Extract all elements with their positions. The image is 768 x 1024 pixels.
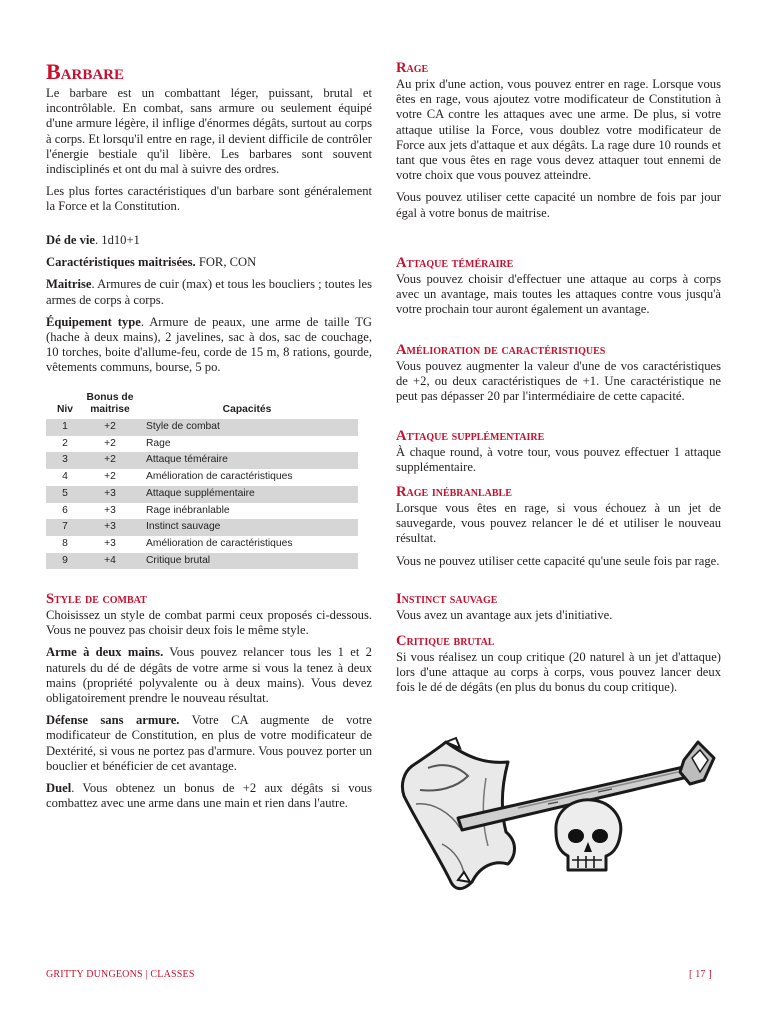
cell-bonus: +2 — [84, 419, 136, 436]
section-paragraph — [46, 713, 372, 774]
cell-ability: Rage inébranlable — [146, 504, 230, 516]
cell-bonus: +4 — [84, 553, 136, 570]
cell-ability: Amélioration de caractéristiques — [146, 537, 293, 549]
cell-level: 9 — [46, 553, 84, 570]
cell-ability: Attaque supplémentaire — [136, 486, 358, 503]
section-style-combat — [46, 591, 372, 811]
cell-bonus: +3 — [84, 486, 136, 503]
section-heading: Rage — [396, 60, 429, 76]
section-paragraph — [46, 781, 372, 811]
cell-ability: Style de combat — [136, 419, 358, 436]
saves-value: FOR, CON — [195, 255, 257, 270]
table-row — [46, 536, 358, 553]
equipment-value: . Armure de peaux, une arme de taille TG (hache à deux mains), 2 javelines, sac à dos, sac de couchage, 10 torches, boite d'allume-feu, corde de 15 m, 8 rations, gourde, vêtements communs, bourse, 5 po. — [46, 314, 373, 375]
section-paragraph: Si vous réalisez un coup critique (20 naturel à un jet d'attaque) lors d'une attaque au corps à corps, vous pouvez lancer deux fois le dé de dégâts (en plus du bonus du coup critique). — [396, 650, 721, 695]
hit-die-line — [46, 233, 372, 248]
table-row — [46, 419, 358, 436]
section-instinct — [396, 591, 721, 623]
section-paragraph: Vous pouvez augmenter la valeur d'une de vos caractéristiques de +2, ou deux caractéristiques de +1. Une caractéristique ne peut pas dépasser 20 par l'intermédiaire de cette capacité. — [396, 359, 721, 404]
section-attaque-temeraire — [396, 255, 721, 318]
saves-line — [46, 255, 372, 270]
cell-level: 7 — [46, 519, 84, 536]
cell-level: 5 — [46, 486, 84, 503]
col-header-level: Niv — [56, 404, 74, 415]
page-title: Barbare — [46, 59, 125, 84]
skull-icon — [556, 800, 621, 870]
term-label: Arme à deux mains. — [46, 645, 164, 660]
equipment-label: Équipement type — [46, 314, 141, 329]
section-amelioration — [396, 342, 721, 405]
table-row — [46, 452, 358, 469]
footer-left: GRITTY DUNGEONS | CLASSES — [46, 969, 195, 980]
section-heading: Attaque téméraire — [396, 255, 514, 271]
stats-section — [46, 233, 372, 376]
hit-die-label: Dé de vie — [46, 233, 95, 247]
axe-skull-illustration — [398, 732, 718, 900]
intro-paragraph: Les plus fortes caractéristiques d'un barbare sont généralement la Force et la Constitution. — [46, 184, 372, 214]
col-header-bonus: Bonus de maitrise — [86, 392, 134, 415]
cell-bonus: +3 — [104, 504, 116, 516]
cell-level: 4 — [62, 471, 68, 483]
section-heading: Rage inébranlable — [396, 484, 512, 500]
term-text: Vous pouvez relancer tous les 1 et 2 naturels du dé de dégâts de votre arme si vous la tenez à deux mains (propriété polyvalente ou à deux mains). Vous devez obligatoirement prendre le nouveau résultat. — [46, 645, 372, 706]
cell-level: 2 — [62, 437, 68, 449]
proficiency-value: . Armures de cuir (max) et tous les boucliers ; toutes les armes de corps à corps. — [46, 277, 372, 307]
saves-label: Caractéristiques maitrisées. — [46, 255, 196, 270]
cell-ability: Rage — [146, 437, 171, 449]
section-paragraph: Vous pouvez utiliser cette capacité un nombre de fois par jour égal à votre bonus de maitrise. — [396, 190, 721, 220]
section-heading: Attaque supplémentaire — [396, 428, 545, 444]
section-paragraph: Choisissez un style de combat parmi ceux proposés ci-dessous. Vous ne pouvez pas choisir deux fois le même style. — [46, 608, 372, 638]
cell-bonus: +2 — [104, 437, 116, 449]
term-text: Votre CA augmente de votre modificateur de Constitution, en plus de votre modificateur de Dextérité, si vous ne portez pas d'armure. Vous pouvez porter un bouclier et bénéficier de cet avantage. — [46, 713, 372, 773]
intro-section — [46, 86, 372, 215]
cell-level: 3 — [46, 452, 84, 469]
cell-level: 1 — [46, 419, 84, 436]
section-heading: Critique brutal — [396, 633, 495, 649]
section-rage — [396, 60, 721, 221]
axe-icon — [402, 738, 714, 889]
table-row — [46, 553, 358, 570]
section-heading: Amélioration de caractéristiques — [396, 342, 606, 358]
cell-bonus: +2 — [104, 471, 116, 483]
table-row — [46, 486, 358, 503]
section-paragraph: À chaque round, à votre tour, vous pouvez effectuer 1 attaque supplémentaire. — [396, 445, 721, 475]
col-header-abilities: Capacités — [222, 404, 272, 415]
cell-bonus: +3 — [84, 519, 136, 536]
section-paragraph: Lorsque vous êtes en rage, si vous échouez à un jet de sauvegarde, vous pouvez relancer le dé et utiliser le nouveau résultat. — [396, 501, 721, 546]
page-number: [ 17 ] — [689, 969, 712, 980]
cell-level: 8 — [62, 537, 68, 549]
level-table — [46, 392, 358, 569]
cell-bonus: +2 — [84, 452, 136, 469]
hit-die-value: . 1d10+1 — [94, 233, 140, 247]
proficiency-label: Maitrise — [46, 277, 92, 292]
table-row — [46, 436, 358, 453]
section-paragraph: Vous ne pouvez utiliser cette capacité qu'une seule fois par rage. — [396, 553, 720, 568]
table-header-row — [46, 392, 358, 419]
cell-level: 6 — [62, 504, 68, 516]
section-critique — [396, 633, 721, 696]
term-label: Duel — [46, 781, 72, 796]
section-attaque-supplementaire — [396, 428, 721, 475]
cell-ability: Instinct sauvage — [136, 519, 358, 536]
section-heading: Instinct sauvage — [396, 591, 498, 607]
section-paragraph: Vous avez un avantage aux jets d'initiative. — [396, 608, 613, 622]
cell-ability: Critique brutal — [136, 553, 358, 570]
term-text: . Vous obtenez un bonus de +2 aux dégâts si vous combattez avec une arme dans une main et rien dans l'autre. — [46, 781, 372, 811]
cell-ability: Amélioration de caractéristiques — [146, 471, 293, 483]
equipment-line — [46, 315, 372, 376]
proficiency-line — [46, 277, 372, 307]
cell-ability: Attaque téméraire — [136, 452, 358, 469]
section-paragraph: Au prix d'une action, vous pouvez entrer en rage. Lorsque vous êtes en rage, vous ajoutez votre modificateur de Constitution à votre CA contre les attaques avec une arme. De plus, si votre attaque utilise la Force, vous doublez votre modificateur de Force aux jets d'attaque et aux dégâts. La rage dure 10 rounds et tant que vous êtes en rage vous devez attaquer tout ennemi de votre choix que vous pouvez atteindre. — [396, 77, 721, 183]
level-table-wrap — [46, 392, 372, 569]
cell-bonus: +3 — [104, 537, 116, 549]
table-row — [46, 519, 358, 536]
section-paragraph — [46, 645, 372, 706]
term-label: Défense sans armure. — [46, 713, 180, 728]
section-heading: Style de combat — [46, 591, 147, 607]
table-row — [46, 503, 358, 520]
table-row — [46, 469, 358, 486]
section-rage-inebranlable — [396, 484, 721, 569]
section-paragraph: Vous pouvez choisir d'effectuer une attaque au corps à corps avec un avantage, mais toutes les attaques contre vous jusqu'à votre prochain tour auront également un avantage. — [396, 272, 721, 317]
intro-paragraph: Le barbare est un combattant léger, puissant, brutal et incontrôlable. En combat, sans armure ou seulement équipé d'une armure légère, il inflige d'énormes dégâts, surtout au corps à corps. Et lorsqu'il entre en rage, il devient difficile de contrôler l'énergie bestiale qu'il libère. Les barbares sont souvent indisciplinés et ont du mal à suivre des ordres. — [46, 86, 372, 177]
